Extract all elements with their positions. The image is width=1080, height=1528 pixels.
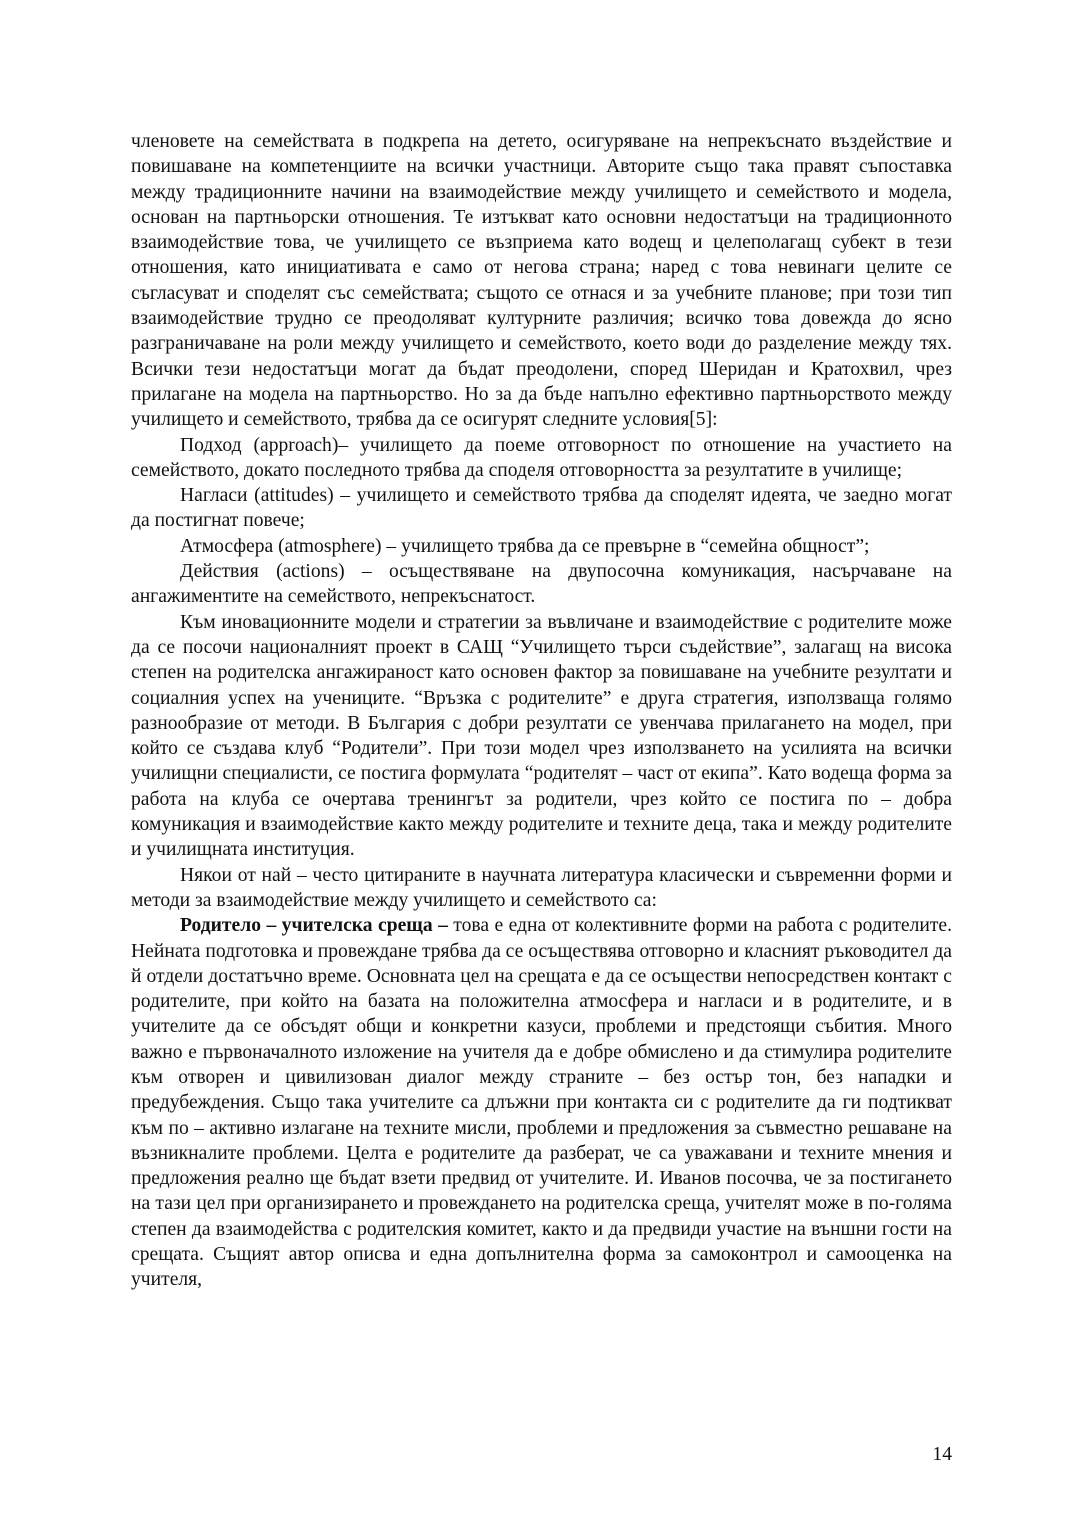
paragraph-parent-teacher-meeting-text: това е една от колективните форми на работа с родителите. Нейната подготовка и провеждане трябва да се осъществява отговорно и класният ръководител да й отдели достатъчно време. Основната цел на срещата е да се осъществи непосредствен контакт с родителите, при който на базата на положителна атмосфера и нагласи и в родителите, и в учителите да се обсъдят общи и конкретни казуси, проблеми и предстоящи събития. Много важно е първоначалното изложение на учителя да е добре обмислено и да стимулира родителите към отворен и цивилизован диалог между страните – без остър тон, без нападки и предубеждения. Също така учителите са длъжни при контакта си с родителите да ги подтикват към по – активно излагане на техните мисли, проблеми и предложения за съвместно решаване на възникналите проблеми. Целта е родителите да разберат, че са уважавани и техните мнения и предложения реално ще бъдат взети предвид от учителите. И. Иванов посочва, че за постигането на тази цел при организирането и провеждането на родителска среща, учителят може в по-голяма степен да взаимодейства с родителския комитет, както и да предвиди участие на външни гости на срещата. Същият автор описва и една допълнителна форма за самоконтрол и самооценка на учителя,	[131, 915, 952, 1291]
body-text	[131, 129, 952, 1293]
paragraph-parent-teacher-meeting	[131, 913, 952, 1292]
term-parent-teacher-meeting: Родитело – учителска среща –	[180, 915, 448, 937]
page-number: 14	[932, 1444, 952, 1465]
paragraph-atmosphere: Атмосфера (atmosphere) – училището трябва да се превърне в “семейна общност”;	[180, 535, 870, 557]
paragraph-forms-intro: Някои от най – често цитираните в научната литература класически и съвременни форми и методи за взаимодействие между училището и семейството са:	[131, 864, 952, 911]
paragraph-continuation: членовете на семействата в подкрепа на детето, осигуряване на непрекъснато въздействие и повишаване на компетенциите на всички участници. Авторите също така правят съпоставка между традиционните начини на взаимодействие между училището и семейството и модела, основан на партньорски отношения. Те изтъкват като основни недостатъци на традиционното взаимодействие това, че училището се възприема като водещ и целеполагащ субект в тези отношения, като инициативата е само от негова страна; наред с това невинаги целите се съгласуват и споделят със семействата; същото се отнася и за учебните планове; при този тип взаимодействие трудно се преодоляват културните различия; всичко това довежда до ясно разграничаване на роли между училището и семейството, което води до разделение между тях. Всички тези недостатъци могат да бъдат преодолени, според Шеридан и Кратохвил, чрез прилагане на модела на партньорство. Но за да бъде напълно ефективно партньорството между училището и семейството, трябва да се осигурят следните условия[5]:	[131, 131, 952, 431]
paragraph-actions: Действия (actions) – осъществяване на двупосочна комуникация, насърчаване на ангажиментите на семейството, непрекъснатост.	[131, 561, 952, 608]
paragraph-approach: Подход (approach)– училището да поеме отговорност по отношение на участието на семейството, докато последното трябва да споделя отговорността за резултатите в училище;	[131, 434, 952, 481]
paragraph-attitudes: Нагласи (attitudes) – училището и семейството трябва да споделят идеята, че заедно могат да постигнат повече;	[131, 485, 952, 532]
paragraph-innovation-models: Към иновационните модели и стратегии за въвличане и взаимодействие с родителите може да се посочи националният проект в САЩ “Училището търси съдействие”, залагащ на висока степен на родителска ангажираност като основен фактор за повишаване на учебните резултати и социалния успех на учениците. “Връзка с родителите” е друга стратегия, използваща голямо разнообразие от методи. В България с добри резултати се увенчава прилагането на модел, при който се създава клуб “Родители”. При този модел чрез използването на усилията на всички училищни специалисти, се постига формулата “родителят – част от екипа”. Като водеща форма за работа на клуба се очертава тренингът за родители, чрез който се постига по – добра комуникация и взаимодействие както между родителите и техните деца, така и между родителите и училищната институция.	[131, 611, 952, 861]
